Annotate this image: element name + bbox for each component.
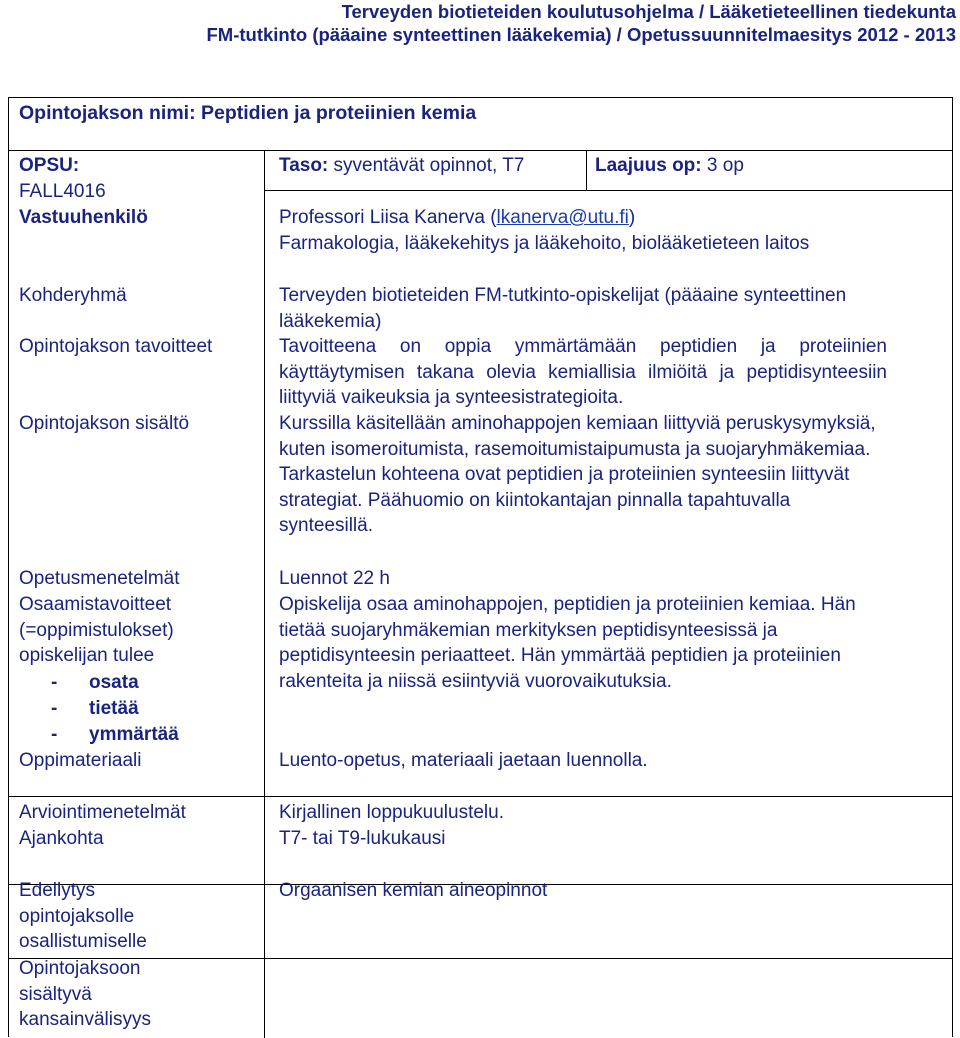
opsu-code: FALL4016 [19,180,106,202]
content-value: Kurssilla käsitellään aminohappojen kemiaan liittyviä peruskysymyksiä, kuten isomeroitumista, rasemoitumistaipumusta ja suojaryhmäkemiaa. Tarkastelun kohteena ovat peptidien ja proteiinien synteesiin liittyvät strategiat. Päähuomio on kiintokantajan pinnalla tapahtuvalla synteesillä. [279,413,876,536]
column-divider [586,150,587,190]
assessment-label: Arviointimenetelmät [19,802,186,823]
opsu-block [19,153,264,204]
outcome-bullet: - [51,672,58,693]
outcome-bullet: - [51,724,58,745]
outcome-item: ymmärtää [89,724,179,745]
outcomes-label: Osaamistavoitteet (=oppimistulokset) opiskelijan tulee [19,594,174,666]
outcome-item: tietää [89,698,139,719]
header-curriculum-line: FM-tutkinto (pääaine synteettinen lääkekemia) / Opetussuunnitelmaesitys 2012 - 2013 [206,24,956,45]
column-divider [264,150,265,1038]
level-cell [279,153,524,179]
row-divider [9,150,952,151]
header-faculty-line: Terveyden biotieteiden koulutusohjelma / Lääketieteellinen tiedekunta [341,1,956,22]
goals-label: Opintojakson tavoitteet [19,336,213,357]
content-label: Opintojakson sisältö [19,413,190,434]
level-label: Taso: [279,155,329,176]
responsible-label: Vastuuhenkilö [19,207,148,228]
outcome-item: osata [89,672,139,693]
course-table [8,97,953,1037]
prereq-value: Orgaanisen kemian aineopinnot [279,880,548,901]
methods-value: Luennot 22 h [279,568,390,589]
responsible-dept: Farmakologia, lääkekehitys ja lääkehoito, biolääketieteen laitos [279,232,810,254]
material-value: Luento-opetus, materiaali jaetaan luennolla. [279,750,648,771]
credits-cell [595,153,744,179]
outcome-bullet: - [51,698,58,719]
intl-label: Opintojaksoon sisältyvä kansainvälisyys [19,958,151,1030]
timing-value: T7- tai T9-lukukausi [279,828,446,849]
material-label: Oppimateriaali [19,750,142,771]
row-divider [264,190,952,191]
prereq-label: Edellytys opintojaksolle osallistumiselle [19,880,147,952]
responsible-suffix: ) [628,207,636,228]
assessment-value: Kirjallinen loppukuulustelu. [279,802,504,823]
row-divider [9,796,952,797]
credits-label: Laajuus op: [595,155,702,176]
goals-value: Tavoitteena on oppia ymmärtämään peptidien ja proteiinien käyttäytymisen takana olevia kemiallisia ilmiöitä ja peptidisynteesiin liittyviä vaikeuksia ja synteesistrategioita. [279,336,887,408]
responsible-email-link[interactable]: lkanerva@utu.fi [496,207,629,228]
level-value: syventävät opinnot, T7 [328,155,525,176]
course-title: Opintojakson nimi: Peptidien ja proteiinien kemia [19,102,477,124]
responsible-prefix: Professori Liisa Kanerva ( [279,207,497,228]
credits-value: 3 op [701,155,744,176]
methods-label: Opetusmenetelmät [19,568,180,589]
timing-label: Ajankohta [19,828,104,849]
target-value: Terveyden biotieteiden FM-tutkinto-opiskelijat (pääaine synteettinen lääkekemia) [279,285,847,332]
opsu-label: OPSU: [19,155,80,176]
responsible-value [279,205,887,256]
target-label: Kohderyhmä [19,285,127,306]
outcomes-value: Opiskelija osaa aminohappojen, peptidien ja proteiinien kemiaa. Hän tietää suojaryhmäkemian merkityksen peptidisynteesissä ja peptidisynteesin periaatteet. Hän ymmärtää peptidien ja proteiinien rakenteita ja niissä esiintyviä vuorovaikutuksia. [279,594,856,692]
